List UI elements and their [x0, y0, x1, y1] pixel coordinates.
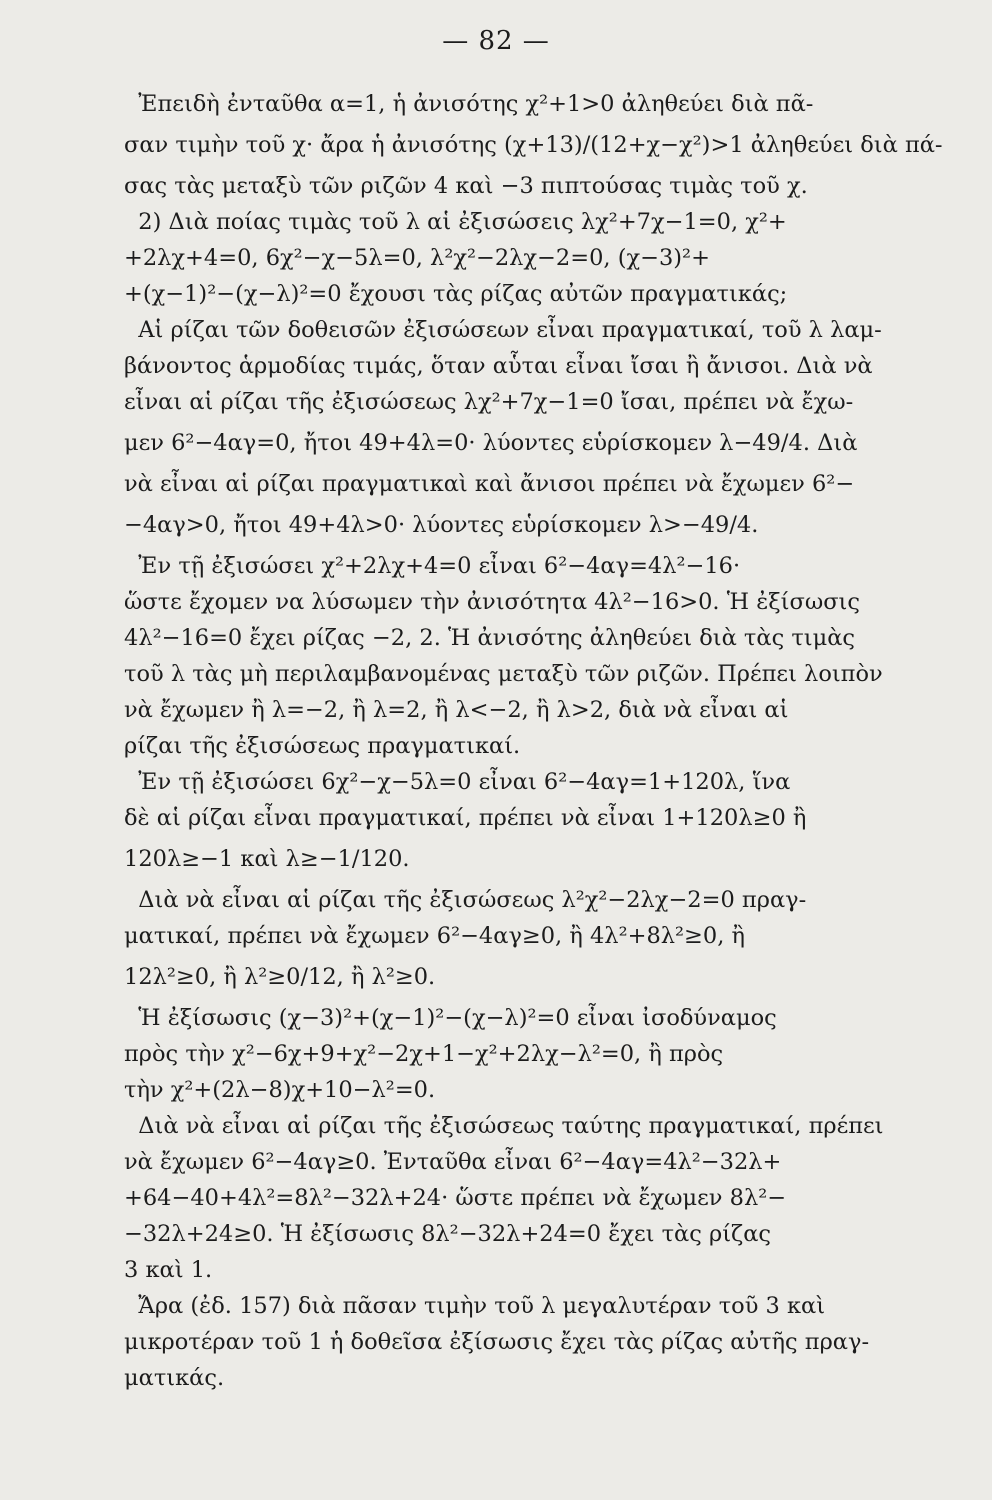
text-line: δὲ αἱ ρίζαι εἶναι πραγματικαί, πρέπει νὰ εἶναι 1+120λ≥0 ἢ	[124, 805, 807, 831]
text-line: Διὰ νὰ εἶναι αἱ ρίζαι τῆς ἐξισώσεως ταύτης πραγματικαί, πρέπει	[124, 1113, 884, 1139]
page-number: — 82 —	[442, 26, 550, 56]
text-line: νὰ ἔχωμεν 6²−4αγ≥0. Ἐνταῦθα εἶναι 6²−4αγ=4λ²−32λ+	[124, 1149, 782, 1175]
text-line: +(χ−1)²−(χ−λ)²=0 ἔχουσι τὰς ρίζας αὐτῶν πραγματικάς;	[124, 281, 788, 307]
text-line: ρίζαι τῆς ἐξισώσεως πραγματικαί.	[124, 733, 521, 759]
text-line: ματικάς.	[124, 1365, 225, 1391]
text-line: ὥστε ἔχομεν να λύσωμεν τὴν ἀνισότητα 4λ²−16>0. Ἡ ἐξίσωσις	[124, 589, 860, 615]
text-line: Διὰ νὰ εἶναι αἱ ρίζαι τῆς ἐξισώσεως λ²χ²−2λχ−2=0 πραγ-	[124, 887, 807, 913]
text-line: πρὸς τὴν χ²−6χ+9+χ²−2χ+1−χ²+2λχ−λ²=0, ἢ πρὸς	[124, 1041, 724, 1067]
page-body	[124, 86, 944, 1396]
text-line: νὰ ἔχωμεν ἢ λ=−2, ἢ λ=2, ἢ λ<−2, ἢ λ>2, διὰ νὰ εἶναι αἱ	[124, 697, 789, 723]
text-line: Ἐν τῇ ἐξισώσει χ²+2λχ+4=0 εἶναι 6²−4αγ=4λ²−16·	[124, 553, 741, 579]
text-line: 4λ²−16=0 ἔχει ρίζας −2, 2. Ἡ ἀνισότης ἀληθεύει διὰ τὰς τιμὰς	[124, 625, 856, 651]
text-line: +64−40+4λ²=8λ²−32λ+24· ὥστε πρέπει νὰ ἔχωμεν 8λ²−	[124, 1185, 787, 1211]
text-line: Ἐν τῇ ἐξισώσει 6χ²−χ−5λ=0 εἶναι 6²−4αγ=1+120λ, ἵνα	[124, 769, 791, 795]
text-line: Ἐπειδὴ ἐνταῦθα α=1, ἡ ἀνισότης χ²+1>0 ἀληθεύει διὰ πᾶ-	[124, 91, 814, 117]
text-line: 12λ²≥0, ἢ λ²≥0/12, ἢ λ²≥0.	[124, 964, 436, 990]
text-line: τὴν χ²+(2λ−8)χ+10−λ²=0.	[124, 1077, 436, 1103]
text-line: −32λ+24≥0. Ἡ ἐξίσωσις 8λ²−32λ+24=0 ἔχει τὰς ρίζας	[124, 1221, 772, 1247]
text-line: 3 καὶ 1.	[124, 1257, 213, 1283]
text-line: μεν 6²−4αγ=0, ἤτοι 49+4λ=0· λύοντες εὑρίσκομεν λ−49/4. Διὰ	[124, 430, 858, 456]
text-line: 2) Διὰ ποίας τιμὰς τοῦ λ αἱ ἐξισώσεις λχ²+7χ−1=0, χ²+	[124, 209, 787, 235]
text-line: νὰ εἶναι αἱ ρίζαι πραγματικαὶ καὶ ἄνισοι πρέπει νὰ ἔχωμεν 6²−	[124, 471, 855, 497]
text-line: μικροτέραν τοῦ 1 ἡ δοθεῖσα ἐξίσωσις ἔχει τὰς ρίζας αὐτῆς πραγ-	[124, 1329, 870, 1355]
text-line: ματικαί, πρέπει νὰ ἔχωμεν 6²−4αγ≥0, ἢ 4λ²+8λ²≥0, ἢ	[124, 923, 745, 949]
text-line: τοῦ λ τὰς μὴ περιλαμβανομένας μεταξὺ τῶν ριζῶν. Πρέπει λοιπὸν	[124, 661, 883, 687]
text-line: Ἄρα (ἐδ. 157) διὰ πᾶσαν τιμὴν τοῦ λ μεγαλυτέραν τοῦ 3 καὶ	[124, 1293, 826, 1319]
text-line: +2λχ+4=0, 6χ²−χ−5λ=0, λ²χ²−2λχ−2=0, (χ−3)²+	[124, 245, 710, 271]
text-line: 120λ≥−1 καὶ λ≥−1/120.	[124, 846, 410, 872]
text-line: σαν τιμὴν τοῦ χ· ἄρα ἡ ἀνισότης (χ+13)/(12+χ−χ²)>1 ἀληθεύει διὰ πά-	[124, 132, 943, 158]
text-line: Ἡ ἐξίσωσις (χ−3)²+(χ−1)²−(χ−λ)²=0 εἶναι ἰσοδύναμος	[124, 1005, 777, 1031]
text-line: σας τὰς μεταξὺ τῶν ριζῶν 4 καὶ −3 πιπτούσας τιμὰς τοῦ χ.	[124, 173, 808, 199]
text-line: Αἱ ρίζαι τῶν δοθεισῶν ἐξισώσεων εἶναι πραγματικαί, τοῦ λ λαμ-	[124, 317, 882, 343]
text-line: εἶναι αἱ ρίζαι τῆς ἐξισώσεως λχ²+7χ−1=0 ἴσαι, πρέπει νὰ ἔχω-	[124, 389, 854, 415]
text-line: −4αγ>0, ἤτοι 49+4λ>0· λύοντες εὑρίσκομεν λ>−49/4.	[124, 512, 759, 538]
text-line: βάνοντος ἁρμοδίας τιμάς, ὅταν αὗται εἶναι ἴσαι ἢ ἄνισοι. Διὰ νὰ	[124, 353, 873, 379]
